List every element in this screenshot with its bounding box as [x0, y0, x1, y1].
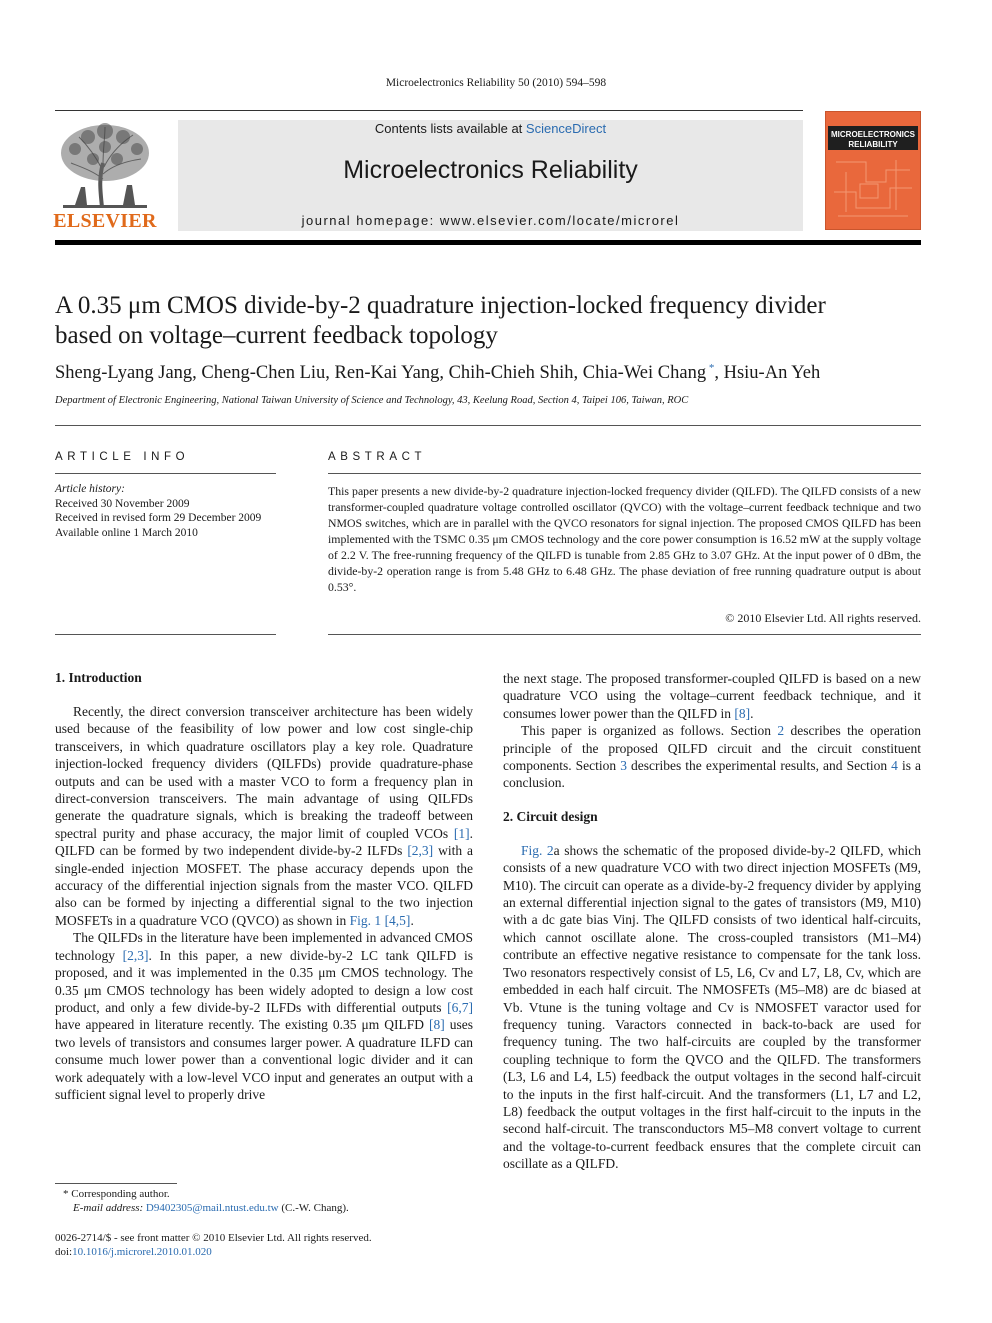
- ref-link-2-3[interactable]: [2,3]: [407, 843, 434, 859]
- email-label: E-mail address:: [73, 1202, 146, 1214]
- ref-link-1[interactable]: [1]: [453, 825, 470, 841]
- ref-link-2-3b[interactable]: [2,3]: [122, 947, 149, 963]
- intro-paragraph-2: [55, 929, 473, 1103]
- text-run: . QILFD can be formed by two independent divide-by-2 ILFDs: [55, 825, 473, 859]
- text-run: a shows the schematic of the proposed divide-by-2 QILFD, which consists of a new quadrature VCO with two direct injection MOSFETs (M9, M10). The circuit can operate as a divide-by-2 frequency divider by applying an external differential injection signal to the gates of transistors (M9, M10) with a dc gate bias Vinj. The QILFD consists of two identical half-circuits, which cannot oscillate alone. The cross-coupled transistors (M1–M4) contribute an effective negative resistance to compensate for the tank loss. Two resonators respectively consist of L5, L6, Cv and L7, L8, Cv, which are embedded in each half circuit. The NMOSFETs (M5–M8) are dc biased at Vb. Vtune is the tuning voltage and Cv is NMOSFET varactor used for frequency tuning. Varactors connected in back-to-back are used for frequency tuning. The two half-circuits are coupled by the transformer coupling technique to form the QVCO and the QILFD. The transformers (L3, L6 and L4, L5) feedback the output voltages in the second half-circuit to the inputs in the first half-circuit. And the transformers (L1, L7 and L2, L8) feedback the output voltages in the first half-circuit to the inputs in the second half-circuit. The transconductors M5–M8 convert voltage to current and the voltage-to-current feedback ensures that the complete circuit can oscillate as a QILFD.: [503, 842, 921, 1172]
- cover-title-line1: MICROELECTRONICS: [831, 130, 915, 139]
- article-info-rule-top: [55, 473, 276, 474]
- abstract-copyright: © 2010 Elsevier Ltd. All rights reserved.: [725, 611, 921, 625]
- section-2-link[interactable]: 2: [777, 723, 785, 739]
- article-history: [55, 482, 276, 540]
- contents-prefix: Contents lists available at: [374, 121, 526, 136]
- author-list: [55, 362, 935, 384]
- intro-paragraph-3: [503, 670, 921, 722]
- intro-paragraph-4: [503, 722, 921, 792]
- publisher-logo-text: ELSEVIER: [53, 210, 157, 232]
- homepage-url-link[interactable]: www.elsevier.com/locate/microrel: [439, 213, 680, 228]
- body-right-column: [503, 670, 921, 1173]
- fig1-link[interactable]: Fig. 1: [349, 912, 382, 928]
- email-link[interactable]: D9402305@mail.ntust.edu.tw: [145, 1202, 279, 1214]
- ref-link-6-7[interactable]: [6,7]: [447, 999, 473, 1015]
- doi-link[interactable]: 10.1016/j.microrel.2010.01.020: [72, 1246, 212, 1258]
- paper-title: [55, 291, 935, 351]
- ref-link-8[interactable]: [8]: [429, 1017, 445, 1033]
- contents-available-line: [178, 121, 803, 136]
- text-run: Corresponding author.: [68, 1188, 170, 1200]
- circuit-design-paragraph-1: [503, 842, 921, 1173]
- doi-line: [55, 1245, 473, 1259]
- abstract-heading: ABSTRACT: [328, 451, 427, 463]
- affiliation: Department of Electronic Engineering, National Taiwan University of Science and Technology, 43, Keelung Road, Section 4, Taipei 106, Taiwan, ROC: [55, 395, 689, 406]
- section-4-link[interactable]: 4: [891, 758, 898, 774]
- text-run: the next stage. The proposed transformer-coupled QILFD is based on a new quadrature VCO using the voltage–current feedback technique, and it consumes lower power than the QILFD in: [503, 671, 921, 721]
- paper-title-line2: based on voltage–current feedback topology: [55, 322, 498, 349]
- paper-title-line1: A 0.35 μm CMOS divide-by-2 quadrature injection-locked frequency divider: [55, 292, 826, 319]
- history-label: Article history:: [55, 483, 125, 495]
- text-run: have appeared in literature recently. The existing 0.35 μm QILFD: [55, 1017, 429, 1033]
- journal-citation: Microelectronics Reliability 50 (2010) 594–598: [385, 77, 607, 89]
- section-heading-introduction: 1. Introduction: [55, 670, 142, 685]
- sciencedirect-link[interactable]: ScienceDirect: [525, 121, 607, 136]
- text-run: . In this paper, a new divide-by-2 LC tank QILFD is proposed, and it was implemented in the 0.35 μm CMOS technology. The 0.35 μm CMOS technology has been widely adopted to design a low cost product, and only a few divide-by-2 ILFDs with differential outputs: [55, 947, 473, 1015]
- authors-tail: , Hsiu-An Yeh: [714, 363, 821, 384]
- text-run: (C.-W. Chang).: [278, 1202, 349, 1214]
- text-run: describes the operation principle of the proposed QILFD circuit and the circuit constituent components. Section: [503, 723, 922, 774]
- ref-link-4-5[interactable]: [4,5]: [384, 912, 411, 928]
- abstract-rule-top: [328, 473, 921, 474]
- journal-homepage-line: [178, 213, 803, 228]
- body-left-column: [55, 670, 473, 1103]
- homepage-label: journal homepage:: [301, 213, 440, 228]
- abstract-rule-bottom: [328, 634, 921, 635]
- section-3-link[interactable]: 3: [620, 758, 627, 774]
- page-footer: [55, 1231, 473, 1259]
- history-received: Received 30 November 2009: [55, 497, 190, 510]
- fig2-link[interactable]: Fig. 2: [521, 842, 554, 858]
- header-thick-rule: [55, 240, 921, 245]
- intro-paragraph-1: [55, 703, 473, 929]
- text-run: uses two levels of transistors and consumes larger power. A quadrature ILFD can consume much lower power than a conventional logic divider and it can work adequately with a low-level VCO input and generates an output with a sufficient signal level to properly drive: [55, 1017, 473, 1102]
- affiliation-rule: [55, 425, 921, 426]
- text-run: Recently, the direct conversion transceiver architecture has been widely used because of the feasibility of low power and low cost single-chip transceivers, in which quadrature oscillators play a key role. Quadrature injection-locked frequency dividers (QILFDs) provide quadrature-phase outputs and can be used with a master VCO to form a frequency plan in direct-conversion transceivers. The main advantage of using QILFDs generate the quadrature signals, which is breaking the tradeoff between spectral purity and phase accuracy, the major limit of coupled VCOs: [55, 704, 473, 841]
- footnote-rule: [55, 1183, 177, 1184]
- ref-link-8b[interactable]: [8]: [734, 705, 751, 721]
- text-run: This paper is organized as follows. Section: [521, 723, 778, 739]
- journal-cover-thumbnail: [825, 111, 921, 230]
- footnote-mark: *: [63, 1188, 69, 1200]
- abstract-text: This paper presents a new divide-by-2 quadrature injection-locked frequency divider (QILFD). The QILFD consists of a new transformer-coupled quadrature voltage controlled oscillator (QVCO) with the voltage–current feedback technique and two NMOS switches, which are in parallel with the QVCO resonators for signal injection. The proposed CMOS QILFD has been implemented with the TSMC 0.35 μm CMOS technology and the core power consumption is 16.52 mW at the supply voltage of 2.2 V. The free-running frequency of the QILFD is tunable from 2.85 GHz to 3.07 GHz. At the input power of 0 dBm, the divide-by-2 operation range is from 5.48 GHz to 6.48 GHz. The phase deviation of free running quadrature output is about 0.53°.: [328, 484, 921, 594]
- text-run: .: [750, 705, 754, 721]
- footnote-email: [55, 1201, 473, 1215]
- section-heading-circuit-design: 2. Circuit design: [503, 808, 598, 824]
- corresponding-author-link[interactable]: *: [706, 362, 715, 374]
- text-run: .: [410, 912, 414, 928]
- cover-title-line2: RELIABILITY: [848, 140, 898, 149]
- article-info-heading: ARTICLE INFO: [55, 451, 190, 463]
- text-run: describes the experimental results, and Section: [626, 758, 892, 774]
- issn-line: 0026-2714/$ - see front matter © 2010 Elsevier Ltd. All rights reserved.: [55, 1232, 372, 1244]
- text-run: The QILFDs in the literature have been implemented in advanced CMOS technology: [55, 930, 473, 963]
- header-rule: [55, 110, 803, 111]
- text-run: is a conclusion.: [503, 758, 922, 791]
- journal-title: Microelectronics Reliability: [343, 156, 638, 184]
- history-revised: Received in revised form 29 December 2009: [55, 512, 262, 524]
- text-run: with a single-ended injection MOSFET. The phase accuracy depends upon the accuracy of the differential injection signals from the master VCO. QILFD also can be formed by injecting a differential signal to the two injection MOSFETs in a quadrature VCO (QVCO) as shown in: [55, 843, 473, 928]
- doi-label: doi:: [55, 1246, 73, 1258]
- footnote: [55, 1187, 473, 1215]
- cover-title: [829, 130, 917, 150]
- article-info-rule-bottom: [55, 634, 276, 635]
- authors-main: Sheng-Lyang Jang, Cheng-Chen Liu, Ren-Kai Yang, Chih-Chieh Shih, Chia-Wei Chang: [55, 363, 707, 384]
- footnote-corresponding: [55, 1187, 473, 1201]
- history-online: Available online 1 March 2010: [55, 526, 198, 539]
